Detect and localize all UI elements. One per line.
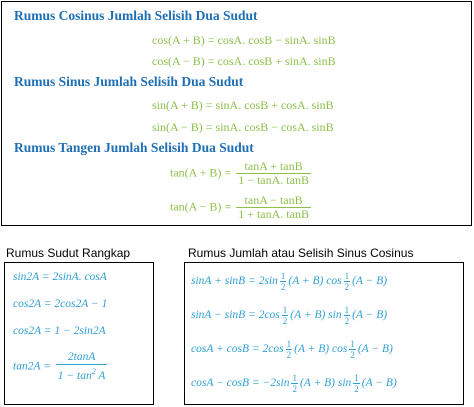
sum-product-row-3: cosA + cosB = 2cos $\frac{1}{2}$ (A + B) cos $\frac{1}{2}$ (A − B)	[191, 339, 393, 360]
tangent-difference-fraction	[236, 194, 311, 221]
tangent-difference-lhs: tan(A − B) =	[170, 199, 232, 214]
tan-double-angle-lhs: tan2A =	[13, 360, 51, 373]
sum-product-row-2: sinA − sinB = 2cos $\frac{1}{2}$ (A + B) sin $\frac{1}{2}$ (A − B)	[191, 305, 388, 326]
sine-heading: Rumus Sinus Jumlah Selisih Dua Sudut	[14, 74, 244, 89]
double-angle-panel	[4, 262, 154, 405]
cosine-difference-formula: cos(A − B) = cosA. cosB + sinA. sinB	[152, 54, 336, 68]
tangent-difference-formula	[170, 194, 313, 221]
tan-double-angle-numerator: 2tanA	[56, 351, 108, 365]
cosine-sum-formula: cos(A + B) = cosA. cosB − sinA. sinB	[152, 33, 336, 47]
tan-double-angle-denominator: $1 - \tan^2 A$	[57, 367, 106, 382]
sum-product-row-4: cosA − cosB = −2sin $\frac{1}{2}$ (A + B) sin $\frac{1}{2}$ (A − B)	[191, 373, 397, 394]
double-angle-caption: Rumus Sudut Rangkap	[6, 246, 131, 260]
tan-double-angle-fraction	[56, 351, 108, 383]
sine-sum-formula: sin(A + B) = sinA. cosB + cosA. sinB	[152, 98, 334, 112]
sum-product-row-1: sinA + sinB = 2sin $\frac{1}{2}$ (A + B) cos $\frac{1}{2}$ (A − B)	[191, 271, 388, 292]
tangent-sum-formula	[170, 160, 313, 187]
tangent-sum-fraction	[236, 160, 311, 187]
tangent-sum-denominator: 1 − tanA. tanB	[238, 173, 309, 187]
sum-to-product-panel	[184, 262, 464, 405]
cosine-heading: Rumus Cosinus Jumlah Selisih Dua Sudut	[14, 8, 258, 23]
cos-double-angle-formula-2: cos2A = 1 − 2sin2A	[13, 325, 106, 337]
tan-double-angle-formula	[13, 351, 109, 383]
tangent-sum-numerator: tanA + tanB	[236, 160, 311, 174]
trig-sum-difference-panel	[1, 1, 472, 226]
tangent-heading: Rumus Tangen Jumlah Selisih Dua Sudut	[14, 140, 254, 155]
tangent-difference-numerator: tanA − tanB	[236, 194, 311, 208]
tangent-difference-denominator: 1 + tanA. tanB	[238, 207, 309, 221]
sin-double-angle-formula: sin2A = 2sinA. cosA	[13, 271, 107, 283]
sum-product-caption: Rumus Jumlah atau Selisih Sinus Cosinus	[188, 246, 414, 260]
sine-difference-formula: sin(A − B) = sinA. cosB − cosA. sinB	[152, 120, 334, 134]
cos-double-angle-formula-1: cos2A = 2cos2A − 1	[13, 298, 108, 310]
tangent-sum-lhs: tan(A + B) =	[170, 165, 232, 180]
